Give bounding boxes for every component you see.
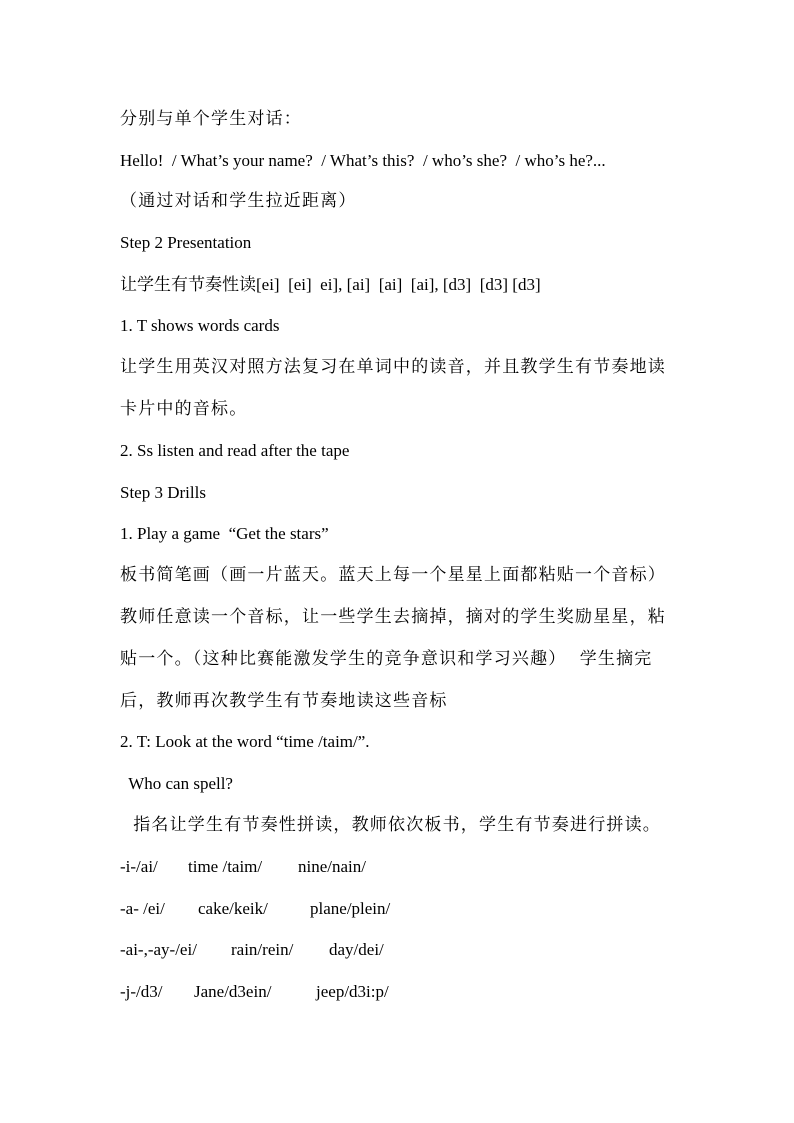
phonics-example-2: nine/nain/ [298, 857, 366, 876]
text-line-board-drawing: 板书简笔画（画一片蓝天。蓝天上每一个星星上面都粘贴一个音标） [120, 565, 666, 585]
step-heading-presentation: Step 2 Presentation [120, 233, 252, 252]
text-line-who-can-spell: Who can spell? [120, 774, 233, 793]
text-line-dialogue-intro: 分别与单个学生对话： [120, 109, 302, 129]
text-line-rhythm-read: 让学生有节奏性读[ei] [ei] ei], [ai] [ai] [ai], [d3] [d3] [d3] [120, 275, 541, 294]
phonics-example-2: day/dei/ [329, 940, 384, 959]
phonics-example-1: rain/rein/ [231, 940, 294, 959]
text-line-spell-instruction: 指名让学生有节奏性拼读，教师依次板书，学生有节奏进行拼读。 [120, 815, 662, 835]
text-line-listen: 2. Ss listen and read after the tape [120, 441, 350, 460]
text-line-game: 1. Play a game “Get the stars” [120, 524, 329, 543]
phonics-example-1: cake/keik/ [198, 899, 268, 918]
step-heading-drills: Step 3 Drills [120, 483, 206, 502]
text-line-teacher-read-1: 教师任意读一个音标，让一些学生去摘掉，摘对的学生奖励星星，粘 [120, 607, 666, 627]
phonics-pattern: -j-/d3/ [120, 982, 163, 1001]
phonics-pattern: -ai-,-ay-/ei/ [120, 940, 197, 959]
phonics-example-2: jeep/d3i:p/ [316, 982, 389, 1001]
phonics-example-1: Jane/d3ein/ [194, 982, 272, 1001]
phonics-pattern: -a- /ei/ [120, 899, 165, 918]
phonics-row [120, 981, 389, 1091]
text-line-word-cards: 1. T shows words cards [120, 316, 280, 335]
phonics-example-1: time /taim/ [188, 857, 263, 876]
phonics-example-2: plane/plein/ [310, 899, 391, 918]
text-line-teacher-read-2: 贴一个。（这种比赛能激发学生的竞争意识和学习兴趣） 学生摘完 [120, 649, 653, 669]
text-line-review-2: 卡片中的音标。 [120, 399, 248, 419]
text-line-review-1: 让学生用英汉对照方法复习在单词中的读音，并且教学生有节奏地读 [120, 357, 666, 377]
text-line-dialogue-note: （通过对话和学生拉近距离） [120, 191, 357, 211]
phonics-pattern: -i-/ai/ [120, 857, 158, 876]
text-line-look-word: 2. T: Look at the word “time /taim/”. [120, 732, 370, 751]
text-line-teacher-read-3: 后，教师再次教学生有节奏地读这些音标 [120, 691, 448, 711]
text-line-dialogue-examples: Hello! / What’s your name? / What’s this? / who’s she? / who’s he?... [120, 151, 606, 170]
